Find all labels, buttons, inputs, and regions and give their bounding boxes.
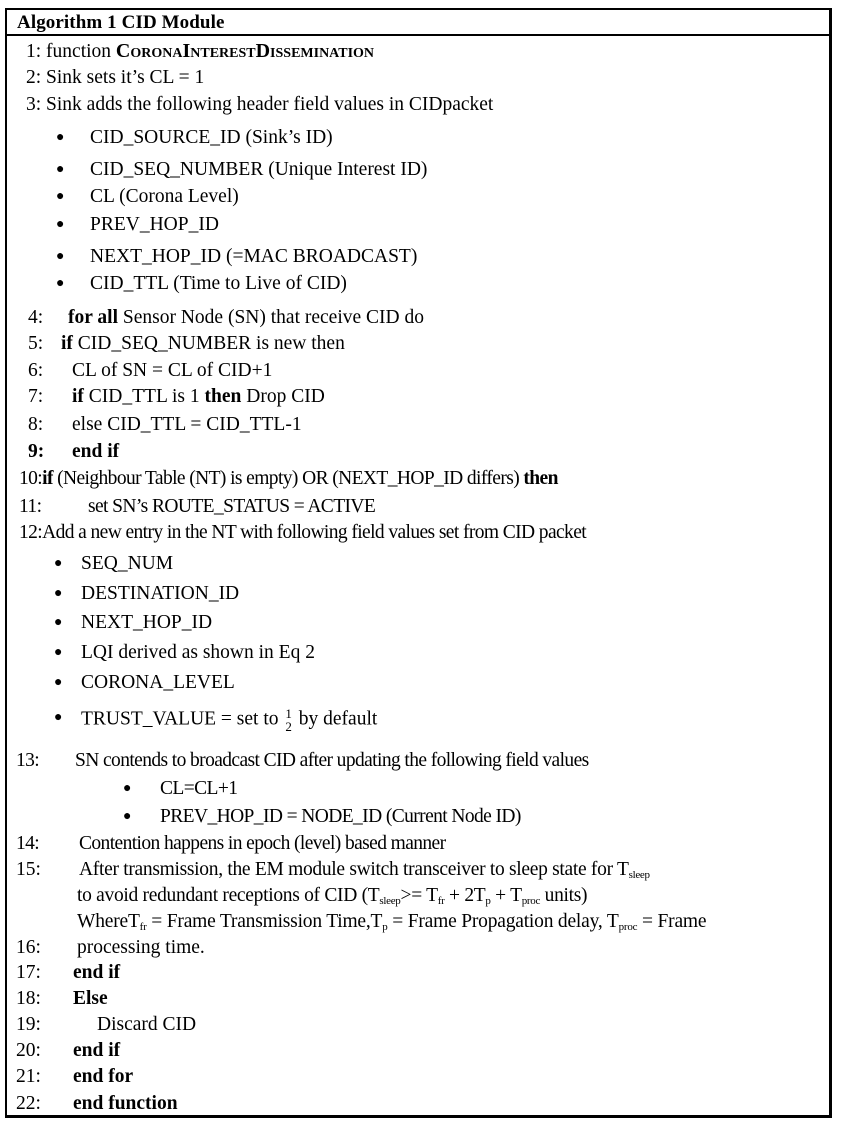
fraction-numerator: 1 [285, 706, 292, 721]
bullet-icon: ● [54, 710, 63, 725]
line-number: 1: [26, 41, 42, 62]
line-number: 19: [16, 1014, 41, 1035]
line-text: CID_SEQ_NUMBER is new then [72, 333, 345, 354]
line-1 [26, 40, 374, 63]
list-item-trust-value [81, 707, 377, 733]
line-text: WhereT [77, 911, 140, 932]
line-text: units) [540, 885, 588, 906]
line-number: 21: [16, 1066, 41, 1087]
fraction-denominator: 2 [285, 719, 292, 734]
line-12 [19, 522, 586, 544]
list-item: CL=CL+1 [160, 778, 238, 799]
line-9: end if [72, 441, 120, 462]
bullet-icon: ● [56, 276, 65, 291]
line-number: 5: [28, 333, 44, 354]
keyword: for all [68, 307, 119, 328]
bullet-icon: ● [56, 189, 65, 204]
algorithm-title: Algorithm 1 CID Module [17, 12, 225, 33]
line-number: 2: [26, 67, 42, 88]
line-4 [68, 307, 424, 329]
line-18: Else [73, 988, 108, 1009]
subscript: p [382, 921, 388, 933]
list-item: NEXT_HOP_ID [81, 612, 213, 633]
line-number: 9: [28, 441, 45, 462]
line-text: = Frame [637, 911, 707, 932]
line-number: 17: [16, 962, 41, 983]
line-number: 12: [19, 522, 43, 543]
line-19: Discard CID [97, 1014, 197, 1035]
line-number: 3: [26, 94, 42, 115]
keyword: if [72, 386, 84, 407]
keyword: then [204, 386, 242, 407]
line-2 [26, 67, 204, 89]
bullet-icon: ● [56, 249, 65, 264]
list-item: DESTINATION_ID [81, 583, 240, 604]
line-8: else CID_TTL = CID_TTL-1 [72, 414, 302, 435]
line-number: 6: [28, 360, 44, 381]
keyword: if [42, 468, 53, 489]
line-text: CID_TTL is 1 [83, 386, 205, 407]
list-item: CID_SEQ_NUMBER (Unique Interest ID) [90, 159, 428, 180]
line-16: processing time. [77, 937, 205, 958]
line-number: 13: [16, 750, 40, 771]
bullet-icon: ● [56, 130, 65, 145]
line-text: Sensor Node (SN) that receive CID do [118, 307, 424, 328]
list-item: LQI derived as shown in Eq 2 [81, 642, 315, 663]
algorithm-header [7, 10, 829, 36]
bullet-icon: ● [54, 645, 63, 660]
line-number: 11: [19, 496, 42, 517]
line-text: to avoid redundant receptions of CID (T [77, 885, 380, 906]
fraction [285, 707, 292, 733]
subscript: sleep [628, 869, 650, 881]
line-text: + 2T [444, 885, 486, 906]
line-number: 4: [28, 307, 44, 328]
subscript: fr [437, 895, 445, 907]
function-keyword: function [46, 41, 112, 62]
line-text: = Frame Propagation delay, T [387, 911, 619, 932]
subscript: p [485, 895, 491, 907]
line-15a [79, 859, 650, 881]
line-text: = Frame Transmission Time,T [146, 911, 383, 932]
line-text: by default [293, 708, 378, 730]
function-name: CoronaInterestDissemination [115, 40, 375, 62]
line-text: Add a new entry in the NT with following field values set from CID packet [42, 522, 587, 543]
subscript: proc [618, 921, 638, 933]
line-10 [19, 468, 558, 490]
line-7 [72, 386, 325, 408]
line-text: TRUST_VALUE = set to [81, 708, 284, 730]
bullet-icon: ● [123, 809, 132, 824]
subscript: sleep [379, 895, 401, 907]
keyword: then [523, 468, 558, 489]
bullet-icon: ● [56, 162, 65, 177]
bullet-icon: ● [54, 586, 63, 601]
line-22: end function [73, 1093, 178, 1114]
subscript: fr [139, 921, 147, 933]
keyword: if [61, 333, 73, 354]
line-text: Sink sets it’s CL = 1 [46, 67, 205, 88]
line-6: CL of SN = CL of CID+1 [72, 360, 273, 381]
list-item: PREV_HOP_ID [90, 214, 219, 235]
line-21: end for [73, 1066, 134, 1087]
line-3 [26, 94, 493, 116]
line-14: Contention happens in epoch (level) based manner [79, 833, 446, 854]
line-text: Drop CID [241, 386, 325, 407]
line-text: (Neighbour Table (NT) is empty) OR (NEXT_HOP_ID differs) [52, 468, 524, 489]
line-number: 10: [19, 468, 43, 489]
line-text: After transmission, the EM module switch transceiver to sleep state for T [79, 859, 629, 880]
list-item: NEXT_HOP_ID (=MAC BROADCAST) [90, 246, 418, 267]
line-20: end if [73, 1040, 121, 1061]
line-number: 14: [16, 833, 40, 854]
line-text: + T [490, 885, 522, 906]
list-item: SEQ_NUM [81, 553, 174, 574]
line-text: >= T [400, 885, 438, 906]
line-17: end if [73, 962, 121, 983]
line-number: 7: [28, 386, 44, 407]
line-number: 16: [16, 937, 41, 958]
line-15b [77, 885, 587, 907]
bullet-icon: ● [54, 615, 63, 630]
line-number: 15: [16, 859, 41, 880]
list-item: CL (Corona Level) [90, 186, 239, 207]
list-item: CORONA_LEVEL [81, 672, 235, 693]
bullet-icon: ● [56, 217, 65, 232]
line-text: Sink adds the following header field values in CIDpacket [46, 94, 494, 115]
line-15c [77, 911, 706, 933]
bullet-icon: ● [123, 781, 132, 796]
line-number: 20: [16, 1040, 41, 1061]
list-item: CID_SOURCE_ID (Sink’s ID) [90, 127, 333, 148]
line-11: set SN’s ROUTE_STATUS = ACTIVE [88, 496, 376, 517]
bullet-icon: ● [54, 675, 63, 690]
bullet-icon: ● [54, 556, 63, 571]
list-item: CID_TTL (Time to Live of CID) [90, 273, 347, 294]
line-13: SN contends to broadcast CID after updating the following field values [75, 750, 589, 771]
list-item: PREV_HOP_ID = NODE_ID (Current Node ID) [160, 806, 521, 827]
subscript: proc [521, 895, 541, 907]
line-number: 8: [28, 414, 44, 435]
line-5 [61, 333, 345, 355]
line-number: 22: [16, 1093, 41, 1114]
line-number: 18: [16, 988, 41, 1009]
